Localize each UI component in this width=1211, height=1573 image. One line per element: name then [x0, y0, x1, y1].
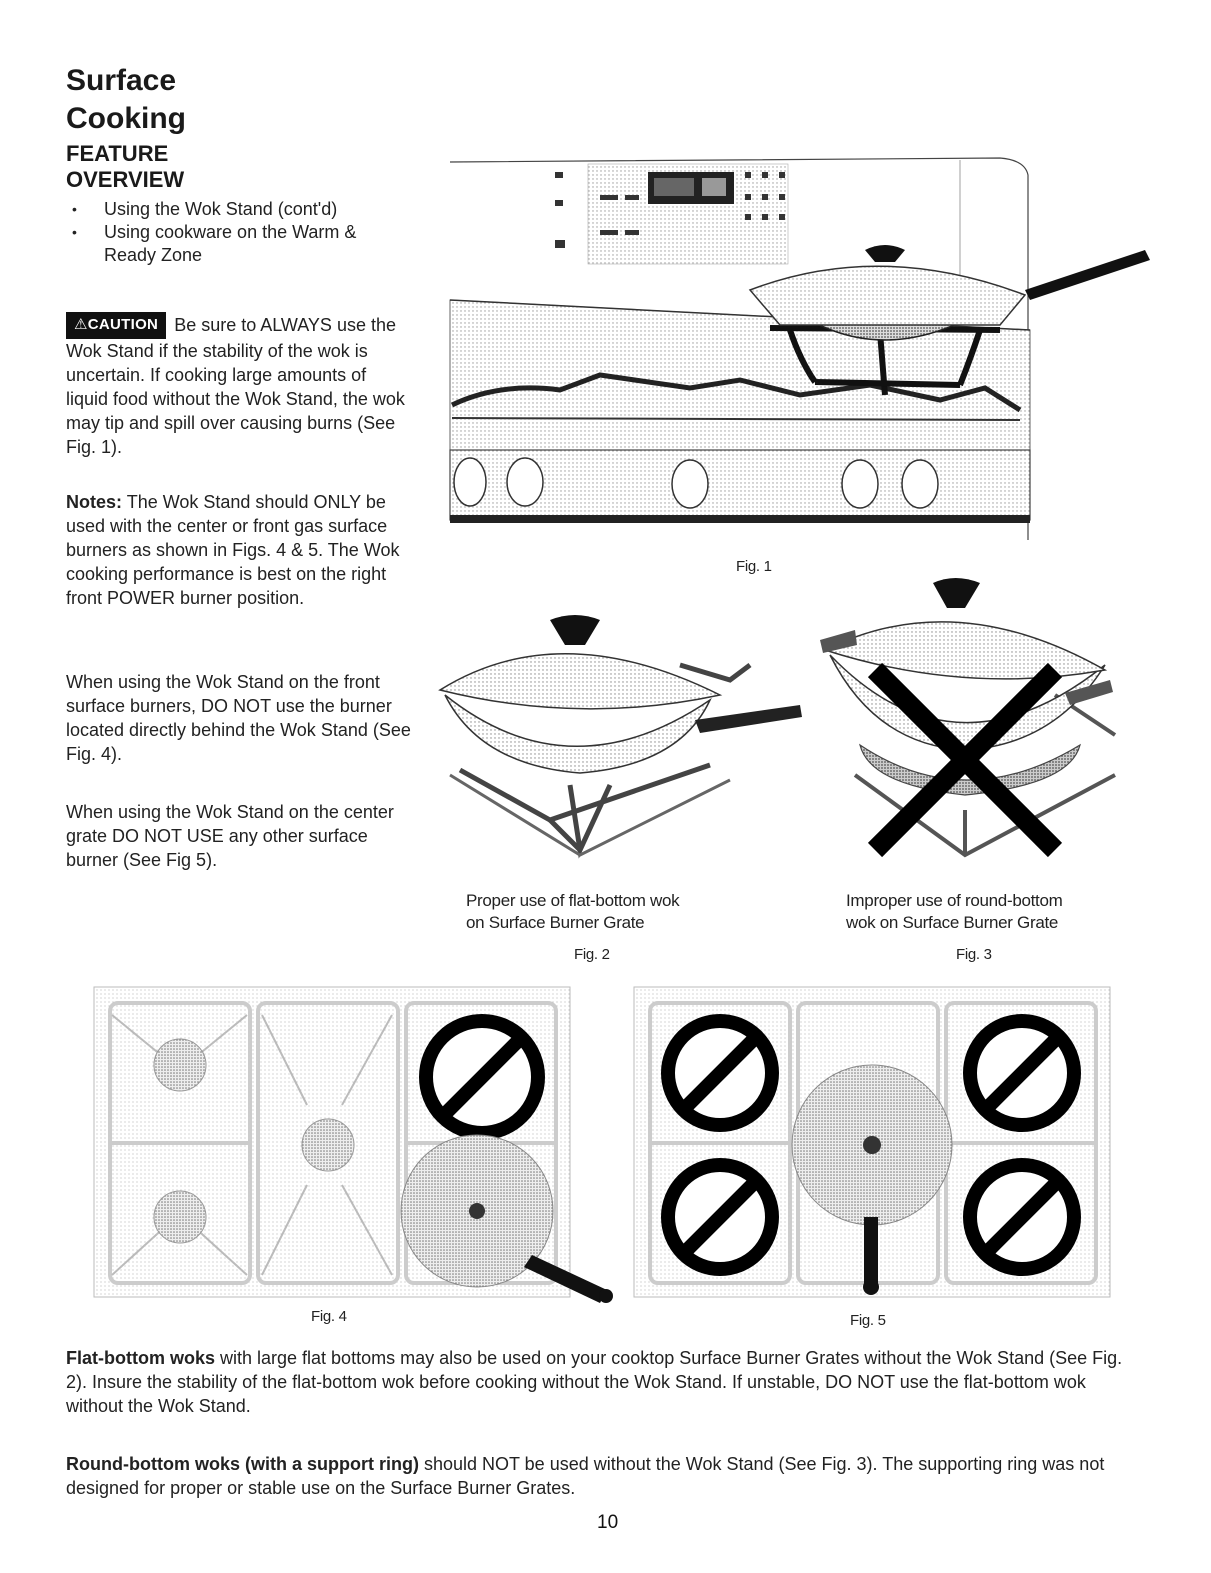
fig2-caption: [466, 890, 679, 934]
title-line-1: Surface: [66, 64, 177, 97]
fig3-caption-line-1: Improper use of round-bottom: [846, 891, 1063, 910]
subtitle-line-2: OVERVIEW: [66, 167, 185, 192]
fig5-cooktop-top-view: [632, 985, 1117, 1305]
flat-bottom-paragraph: [66, 1346, 1146, 1418]
caution-text: use the Wok Stand if the stability of the wok is uncertain. If cooking large amounts of liquid food without the Wok Stand, the wok may tip and spill over causing burns (See Fig. 1).: [66, 315, 405, 457]
caution-paragraph: [66, 312, 411, 459]
front-burner-paragraph: When using the Wok Stand on the front surface burners, DO NOT use the burner located directly behind the Wok Stand (See Fig. 4).: [66, 672, 411, 764]
fig4-label: Fig. 4: [311, 1308, 347, 1325]
fig2-caption-line-2: on Surface Burner Grate: [466, 913, 645, 932]
round-bottom-lead: Round-bottom woks (with a support ring): [66, 1454, 419, 1474]
page-title: [66, 62, 186, 138]
warning-triangle-icon: ⚠: [74, 316, 88, 333]
title-line-2: Cooking: [66, 102, 186, 135]
fig5-label: Fig. 5: [850, 1312, 886, 1329]
fig3-round-bottom-wok-illustration: [815, 575, 1130, 875]
section-subtitle: [66, 141, 184, 193]
flat-bottom-lead: Flat-bottom woks: [66, 1348, 215, 1368]
bullet-item: • Using the Wok Stand (cont'd): [66, 198, 406, 221]
caution-badge: ⚠CAUTION: [66, 312, 166, 339]
fig3-label: Fig. 3: [956, 946, 992, 963]
bullet-item: • Using cookware on the Warm & Ready Zone: [66, 221, 406, 267]
round-bottom-text: should NOT be used without the Wok Stand (See Fig. 3). The supporting ring was not designed for proper or stable use on the Surface Burner Grates.: [66, 1454, 1105, 1498]
fig2-caption-line-1: Proper use of flat-bottom wok: [466, 891, 680, 910]
fig4-cooktop-top-view: [92, 985, 622, 1305]
fig1-range-illustration: [440, 150, 1160, 550]
overview-bullets: [66, 198, 406, 267]
fig2-flat-bottom-wok-illustration: [430, 605, 810, 885]
notes-label: Notes:: [66, 492, 123, 512]
page-number: 10: [597, 1512, 619, 1533]
notes-text: The Wok Stand should ONLY be used with the center or front gas surface burners as shown in Figs. 4 & 5. The Wok cooking performance is best on the right front POWER burner position.: [66, 492, 400, 608]
fig1-label: Fig. 1: [736, 558, 772, 575]
round-bottom-paragraph: [66, 1452, 1156, 1500]
notes-paragraph: [66, 490, 416, 610]
subtitle-line-1: FEATURE: [66, 141, 169, 166]
flat-bottom-text: with large flat bottoms may also be used on your cooktop Surface Burner Grates without the Wok Stand (See Fig. 2). Insure the stability of the flat-bottom wok before cooking without the Wok Stand. If unstable, DO NOT use the flat-bottom wok without the Wok Stand.: [66, 1348, 1123, 1416]
center-grate-paragraph: When using the Wok Stand on the center grate DO NOT USE any other surface burner (See Fig 5).: [66, 802, 394, 870]
fig3-caption: [846, 890, 1063, 934]
fig3-caption-line-2: wok on Surface Burner Grate: [846, 913, 1059, 932]
fig2-label: Fig. 2: [574, 946, 610, 963]
caution-lead: Be sure to ALWAYS: [174, 315, 332, 335]
